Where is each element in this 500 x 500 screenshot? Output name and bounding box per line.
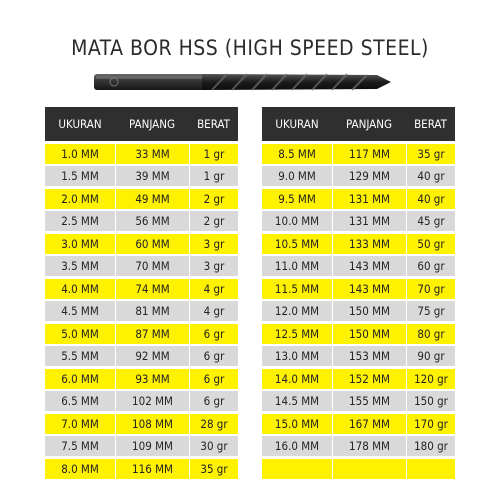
cell-length: 133 MM [332, 234, 406, 254]
table-row [45, 459, 238, 479]
cell-weight: 80 gr [406, 324, 455, 344]
cell-weight: 180 gr [406, 436, 455, 456]
table-row [262, 234, 455, 254]
cell-length: 109 MM [115, 436, 189, 456]
cell-weight: 35 gr [189, 459, 238, 479]
cell-size: 14.5 MM [274, 394, 320, 408]
header-length: PANJANG [346, 117, 392, 131]
cell-size: 10.0 MM [274, 214, 320, 228]
cell-weight: 150 gr [406, 391, 455, 411]
cell-size: 11.5 MM [274, 281, 320, 296]
table-row [262, 189, 455, 209]
cell-size: 13.0 MM [274, 349, 320, 363]
cell-weight: 6 gr [189, 369, 238, 389]
cell-length: 143 MM [332, 279, 406, 299]
cell-weight: 28 gr [189, 414, 238, 434]
cell-weight: 70 gr [406, 279, 455, 299]
table-row [262, 346, 455, 366]
cell-weight: 45 gr [406, 211, 455, 231]
header-size: UKURAN [275, 117, 319, 131]
table-row [45, 166, 238, 186]
table-row [262, 436, 455, 456]
table-row [45, 346, 238, 366]
cell-size: 15.0 MM [274, 416, 320, 431]
table-row [262, 144, 455, 164]
cell-length: 152 MM [332, 369, 406, 389]
cell-weight: 6 gr [189, 346, 238, 366]
cell-weight: 3 gr [189, 256, 238, 276]
cell-size: 9.5 MM [278, 191, 316, 206]
cell-size: 9.0 MM [278, 169, 316, 183]
cell-length: 153 MM [332, 346, 406, 366]
cell-length: 129 MM [332, 166, 406, 186]
table-row [262, 324, 455, 344]
cell-weight: 3 gr [189, 234, 238, 254]
cell-size: 8.0 MM [61, 461, 99, 476]
cell-size: 4.0 MM [61, 281, 99, 296]
cell-weight: 4 gr [189, 301, 238, 321]
cell-length: 74 MM [115, 279, 189, 299]
cell-length: 102 MM [115, 391, 189, 411]
cell-weight: 75 gr [406, 301, 455, 321]
cell-weight: 6 gr [189, 391, 238, 411]
table-header [262, 107, 455, 141]
cell-length: 108 MM [115, 414, 189, 434]
cell-weight: 40 gr [406, 189, 455, 209]
cell-weight: 2 gr [189, 211, 238, 231]
cell-weight: 40 gr [406, 166, 455, 186]
cell-length: 117 MM [332, 144, 406, 164]
cell-size: 7.0 MM [61, 416, 99, 431]
cell-size: 12.0 MM [274, 304, 320, 318]
cell-size: 4.5 MM [61, 304, 99, 318]
cell-size: 8.5 MM [278, 146, 316, 161]
table-row [262, 279, 455, 299]
cell-size: 5.5 MM [61, 349, 99, 363]
cell-length: 81 MM [115, 301, 189, 321]
table-row [45, 324, 238, 344]
cell-length: 116 MM [115, 459, 189, 479]
cell-weight: 50 gr [406, 234, 455, 254]
cell-size: 1.0 MM [61, 146, 99, 161]
table-row [45, 211, 238, 231]
table-row [262, 414, 455, 434]
cell-weight: 35 gr [406, 144, 455, 164]
cell-length: 39 MM [115, 166, 189, 186]
cell-length: 150 MM [332, 324, 406, 344]
table-row [262, 301, 455, 321]
page-title: MATA BOR HSS (HIGH SPEED STEEL) [71, 36, 429, 60]
table-row [45, 369, 238, 389]
cell-weight: 60 gr [406, 256, 455, 276]
cell-size: 10.5 MM [274, 236, 320, 251]
cell-weight: 120 gr [406, 369, 455, 389]
header-size: UKURAN [58, 117, 102, 131]
table-row [45, 189, 238, 209]
table-row [45, 144, 238, 164]
cell-length: 131 MM [332, 211, 406, 231]
cell-weight: 4 gr [189, 279, 238, 299]
header-length: PANJANG [129, 117, 175, 131]
cell-size: 12.5 MM [274, 326, 320, 341]
cell-weight: 170 gr [406, 414, 455, 434]
cell-length: 178 MM [332, 436, 406, 456]
cell-length: 60 MM [115, 234, 189, 254]
table-row [45, 279, 238, 299]
cell-length: 49 MM [115, 189, 189, 209]
table-row [45, 256, 238, 276]
cell-weight: 6 gr [189, 324, 238, 344]
cell-size: 3.5 MM [61, 259, 99, 273]
cell-weight: 2 gr [189, 189, 238, 209]
cell-weight [406, 459, 455, 479]
cell-length: 93 MM [115, 369, 189, 389]
table-row [45, 436, 238, 456]
header-weight: BERAT [414, 117, 447, 131]
table-row [45, 414, 238, 434]
cell-length: 33 MM [115, 144, 189, 164]
cell-weight: 1 gr [189, 144, 238, 164]
cell-length: 92 MM [115, 346, 189, 366]
cell-size: 2.0 MM [61, 191, 99, 206]
cell-size [262, 459, 332, 479]
table-row [262, 211, 455, 231]
cell-size: 16.0 MM [274, 439, 320, 453]
cell-size: 5.0 MM [61, 326, 99, 341]
cell-weight: 90 gr [406, 346, 455, 366]
table-row [262, 391, 455, 411]
cell-size: 6.5 MM [61, 394, 99, 408]
cell-length: 87 MM [115, 324, 189, 344]
size-table-right [262, 107, 455, 479]
cell-length: 70 MM [115, 256, 189, 276]
cell-size: 3.0 MM [61, 236, 99, 251]
header-weight: BERAT [197, 117, 230, 131]
table-row-empty [262, 459, 455, 479]
cell-length: 131 MM [332, 189, 406, 209]
cell-weight: 1 gr [189, 166, 238, 186]
cell-size: 14.0 MM [274, 371, 320, 386]
cell-length: 155 MM [332, 391, 406, 411]
table-row [262, 369, 455, 389]
table-row [45, 234, 238, 254]
cell-size: 1.5 MM [61, 169, 99, 183]
cell-weight: 30 gr [189, 436, 238, 456]
table-row [262, 256, 455, 276]
size-table-left [45, 107, 238, 479]
cell-size: 6.0 MM [61, 371, 99, 386]
cell-length: 143 MM [332, 256, 406, 276]
cell-length: 167 MM [332, 414, 406, 434]
cell-length [332, 459, 406, 479]
cell-size: 11.0 MM [274, 259, 320, 273]
table-header [45, 107, 238, 141]
drill-bit-image [92, 68, 392, 96]
cell-length: 56 MM [115, 211, 189, 231]
cell-size: 7.5 MM [61, 439, 99, 453]
table-row [45, 391, 238, 411]
table-row [45, 301, 238, 321]
cell-length: 150 MM [332, 301, 406, 321]
cell-size: 2.5 MM [61, 214, 99, 228]
table-row [262, 166, 455, 186]
